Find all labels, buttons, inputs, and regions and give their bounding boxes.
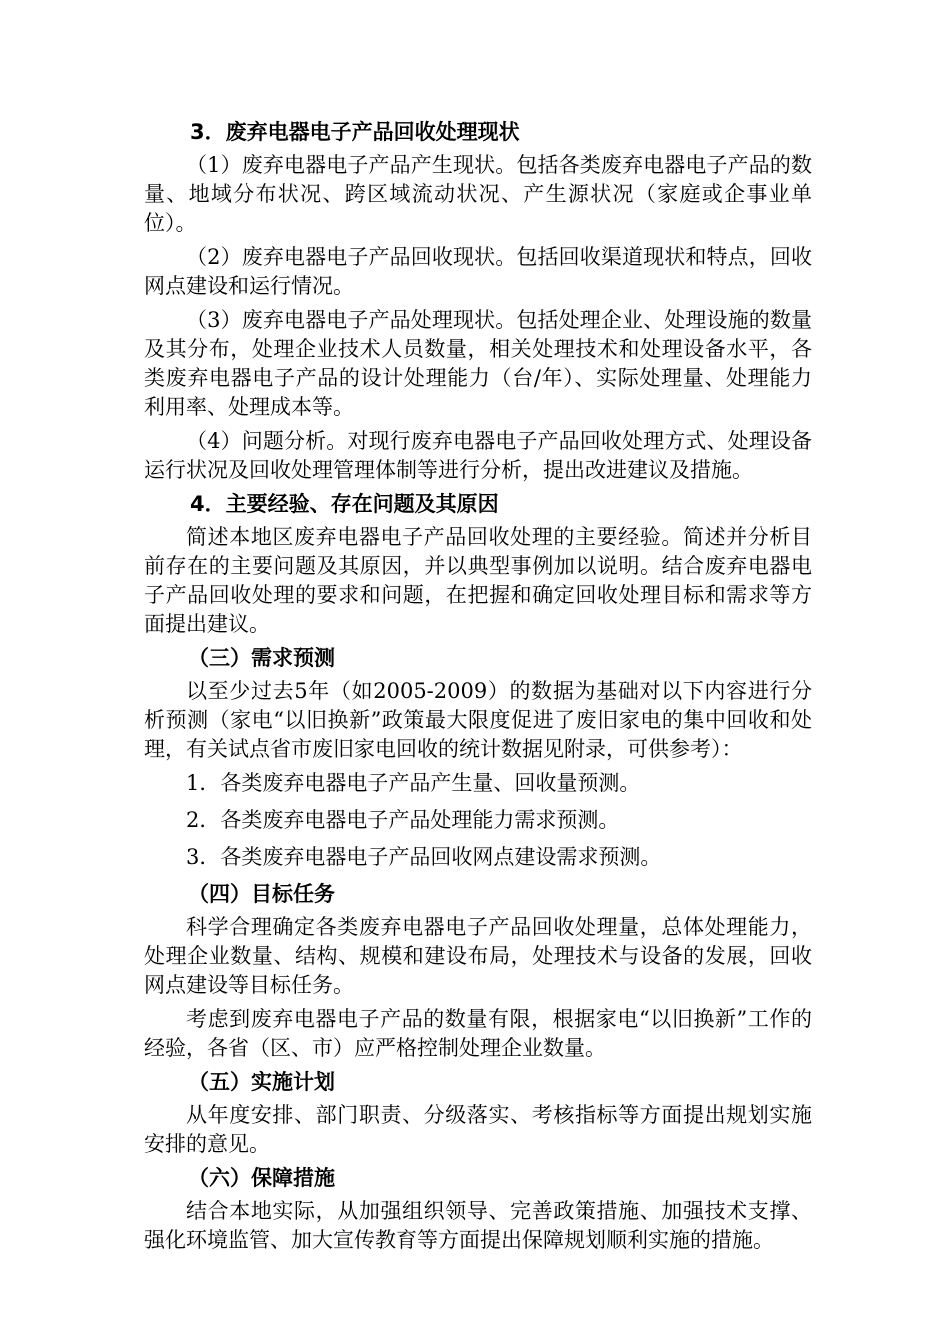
- paragraph-problem-analysis: （4）问题分析。对现行废弃电器电子产品回收处理方式、处理设备运行状况及回收处理管理体制等进行分析，提出改进建议及措施。: [144, 429, 812, 482]
- heading-demand-forecast: （三）需求预测: [188, 646, 335, 670]
- document-page: [144, 118, 812, 1260]
- list-item-forecast-2: 2．各类废弃电器电子产品处理能力需求预测。: [186, 808, 620, 832]
- paragraph-targets-limit: 考虑到废弃电器电子产品的数量有限，根据家电“以旧换新”工作的经验，各省（区、市）应严格控制处理企业数量。: [144, 1007, 812, 1060]
- heading-recycling-status: 3．废弃电器电子产品回收处理现状: [190, 120, 520, 144]
- list-item-forecast-3: 3．各类废弃电器电子产品回收网点建设需求预测。: [186, 845, 662, 869]
- paragraph-implementation-plan: 从年度安排、部门职责、分级落实、考核指标等方面提出规划实施安排的意见。: [144, 1103, 812, 1156]
- heading-experience-problems: 4．主要经验、存在问题及其原因: [190, 492, 499, 516]
- paragraph-targets: 科学合理确定各类废弃电器电子产品回收处理量，总体处理能力，处理企业数量、结构、规模和建设布局，处理技术与设备的发展，回收网点建设等目标任务。: [144, 915, 812, 997]
- paragraph-forecast-intro: 以至少过去5年（如2005-2009）的数据为基础对以下内容进行分析预测（家电“以旧换新”政策最大限度促进了废旧家电的集中回收和处理，有关试点省市废旧家电回收的统计数据见附录，可供参考）：: [144, 679, 812, 761]
- list-item-forecast-1: 1．各类废弃电器电子产品产生量、回收量预测。: [186, 771, 641, 795]
- paragraph-safeguards: 结合本地实际，从加强组织领导、完善政策措施、加强技术支撑、强化环境监管、加大宣传教育等方面提出保障规划顺利实施的措施。: [144, 1199, 812, 1252]
- paragraph-processing-status: （3）废弃电器电子产品处理现状。包括处理企业、处理设施的数量及其分布，处理企业技术人员数量，相关处理技术和处理设备水平，各类废弃电器电子产品的设计处理能力（台/年）、实际处理量、处理能力利用率、处理成本等。: [144, 308, 812, 419]
- heading-implementation-plan: （五）实施计划: [188, 1070, 335, 1094]
- paragraph-experience: 简述本地区废弃电器电子产品回收处理的主要经验。简述并分析目前存在的主要问题及其原因，并以典型事例加以说明。结合废弃电器电子产品回收处理的要求和问题，在把握和确定回收处理目标和需求等方面提出建议。: [144, 525, 812, 636]
- paragraph-recycling-status: （2）废弃电器电子产品回收现状。包括回收渠道现状和特点，回收网点建设和运行情况。: [144, 245, 812, 298]
- heading-targets: （四）目标任务: [188, 882, 335, 906]
- paragraph-generation-status: （1）废弃电器电子产品产生现状。包括各类废弃电器电子产品的数量、地域分布状况、跨区域流动状况、产生源状况（家庭或企事业单位）。: [144, 153, 812, 235]
- heading-safeguards: （六）保障措施: [188, 1166, 335, 1190]
